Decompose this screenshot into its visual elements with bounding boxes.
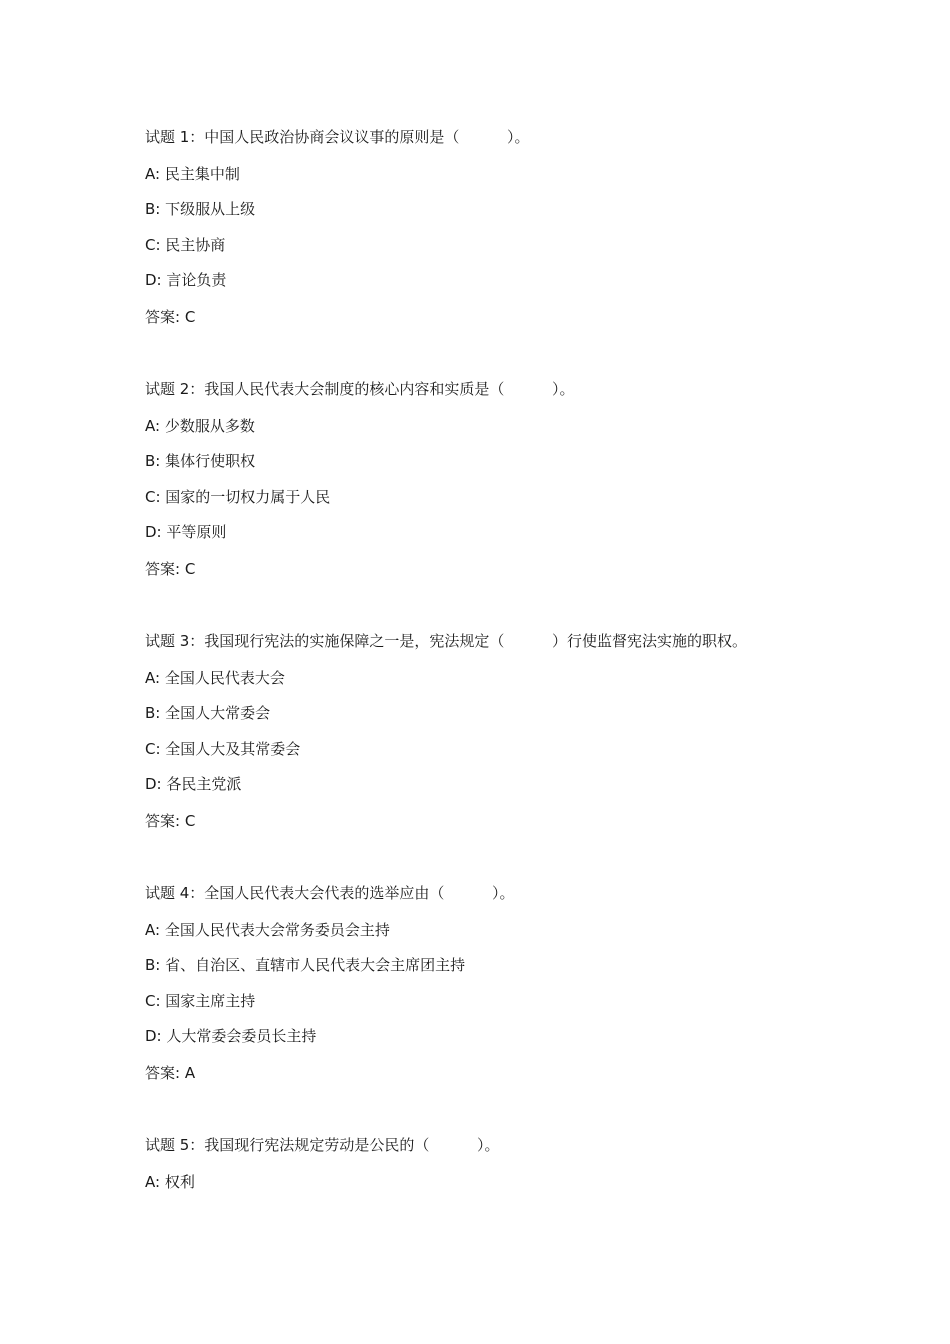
question-1-option-c: C: 民主协商 (145, 236, 226, 254)
question-3-option-d: D: 各民主党派 (145, 775, 242, 793)
question-2-text: 试题 2：我国人民代表大会制度的核心内容和实质是（ ）。 (145, 380, 575, 398)
question-3-text: 试题 3：我国现行宪法的实施保障之一是，宪法规定（ ）行使监督宪法实施的职权。 (145, 632, 747, 650)
question-4-answer: 答案: A (145, 1064, 196, 1082)
question-1-text: 试题 1：中国人民政治协商会议议事的原则是（ ）。 (145, 128, 530, 146)
question-1-option-a: A: 民主集中制 (145, 165, 240, 183)
question-3-answer: 答案: C (145, 812, 196, 830)
question-3-option-c: C: 全国人大及其常委会 (145, 740, 301, 758)
question-2-option-a: A: 少数服从多数 (145, 417, 255, 435)
question-2-option-d: D: 平等原则 (145, 523, 227, 541)
question-3-option-a: A: 全国人民代表大会 (145, 669, 285, 687)
question-2-option-c: C: 国家的一切权力属于人民 (145, 488, 331, 506)
question-4-text: 试题 4：全国人民代表大会代表的选举应由（ ）。 (145, 884, 515, 902)
question-1-option-b: B: 下级服从上级 (145, 200, 256, 218)
question-1-answer: 答案: C (145, 308, 196, 326)
question-5-text: 试题 5：我国现行宪法规定劳动是公民的（ ）。 (145, 1136, 500, 1154)
question-4-option-d: D: 人大常委会委员长主持 (145, 1027, 317, 1045)
question-3-option-b: B: 全国人大常委会 (145, 704, 271, 722)
question-4-option-b: B: 省、自治区、直辖市人民代表大会主席团主持 (145, 956, 466, 974)
question-4-option-a: A: 全国人民代表大会常务委员会主持 (145, 921, 390, 939)
question-2-option-b: B: 集体行使职权 (145, 452, 256, 470)
question-1-option-d: D: 言论负责 (145, 271, 227, 289)
question-5-option-a: A: 权利 (145, 1173, 195, 1191)
question-4-option-c: C: 国家主席主持 (145, 992, 256, 1010)
question-2-answer: 答案: C (145, 560, 196, 578)
